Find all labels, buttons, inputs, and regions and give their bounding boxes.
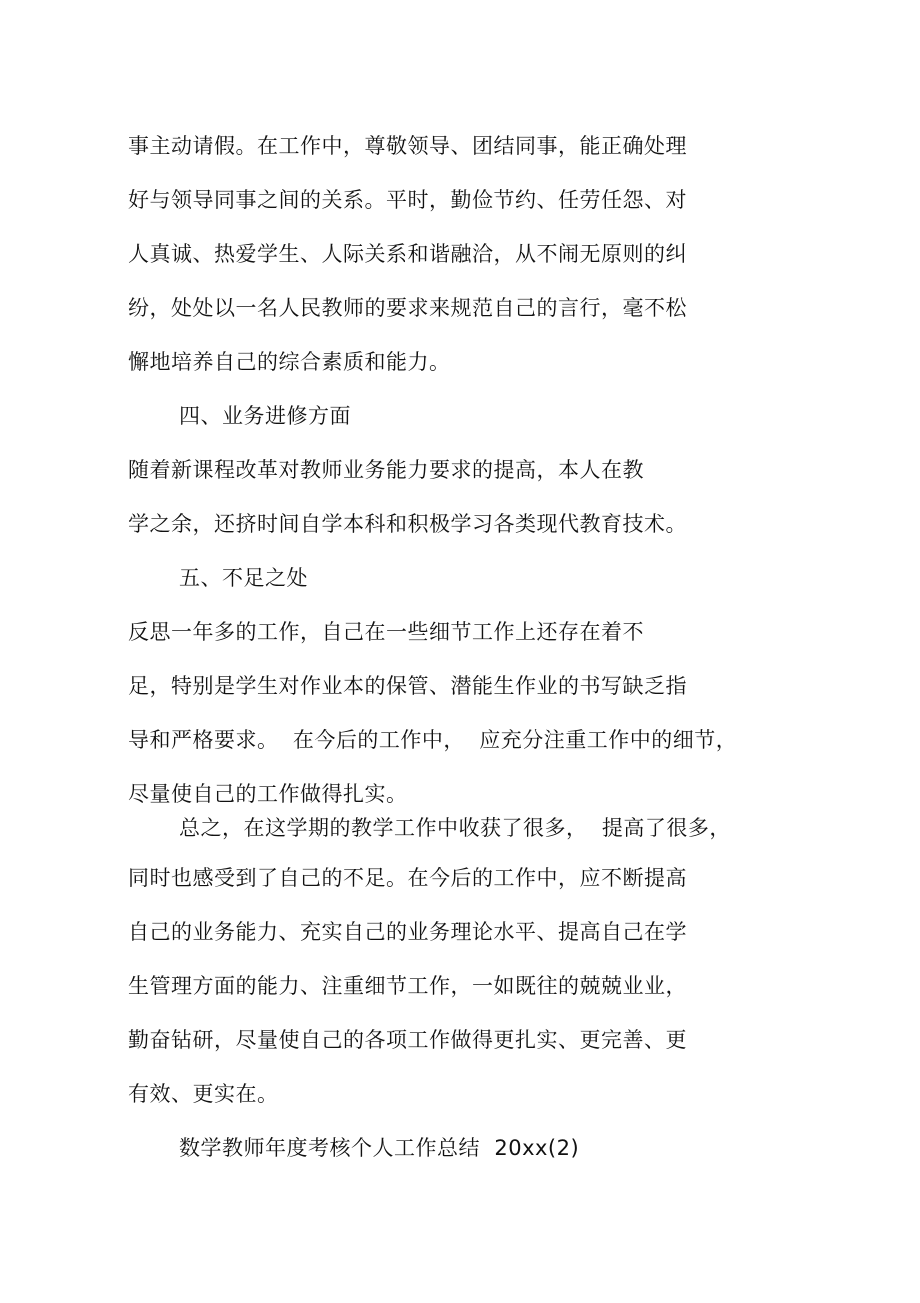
paragraph-line: 事主动请假。在工作中，尊敬领导、团结同事，能正确处理 bbox=[128, 134, 687, 158]
paragraph-line: 反思一年多的工作，自己在一些细节工作上还存在着不 bbox=[128, 620, 644, 644]
section-heading: 四、业务进修方面 bbox=[179, 404, 351, 428]
paragraph-line: 生管理方面的能力、注重细节工作，一如既往的兢兢业业， bbox=[128, 974, 687, 998]
paragraph-line: 有效、更实在。 bbox=[128, 1082, 279, 1106]
paragraph-line: 足，特别是学生对作业本的保管、潜能生作业的书写缺乏指 bbox=[128, 674, 687, 698]
paragraph-line: 同时也感受到了自己的不足。在今后的工作中，应不断提高 bbox=[128, 866, 687, 890]
paragraph-line: 勤奋钻研，尽量使自己的各项工作做得更扎实、更完善、更 bbox=[128, 1028, 687, 1052]
paragraph-line: 好与领导同事之间的关系。平时，勤俭节约、任劳任怨、对 bbox=[128, 188, 687, 212]
paragraph-line: 总之，在这学期的教学工作中收获了很多， 提高了很多， bbox=[179, 816, 731, 840]
paragraph-line: 导和严格要求。 在今后的工作中， 应充分注重工作中的细节， bbox=[128, 728, 738, 752]
paragraph-line: 懈地培养自己的综合素质和能力。 bbox=[128, 350, 451, 374]
paragraph-line: 尽量使自己的工作做得扎实。 bbox=[128, 782, 408, 806]
paragraph-line: 学之余，还挤时间自学本科和积极学习各类现代教育技术。 bbox=[128, 512, 687, 536]
paragraph-line: 人真诚、热爱学生、人际关系和谐融洽，从不闹无原则的纠 bbox=[128, 242, 687, 266]
paragraph-line: 自己的业务能力、充实自己的业务理论水平、提高自己在学 bbox=[128, 920, 687, 944]
paragraph-line: 纷，处处以一名人民教师的要求来规范自己的言行，毫不松 bbox=[128, 296, 687, 320]
section-heading: 五、不足之处 bbox=[179, 566, 308, 590]
paragraph-line: 随着新课程改革对教师业务能力要求的提高，本人在教 bbox=[128, 458, 644, 482]
document-title: 数学教师年度考核个人工作总结 20xx(2) bbox=[179, 1136, 580, 1160]
